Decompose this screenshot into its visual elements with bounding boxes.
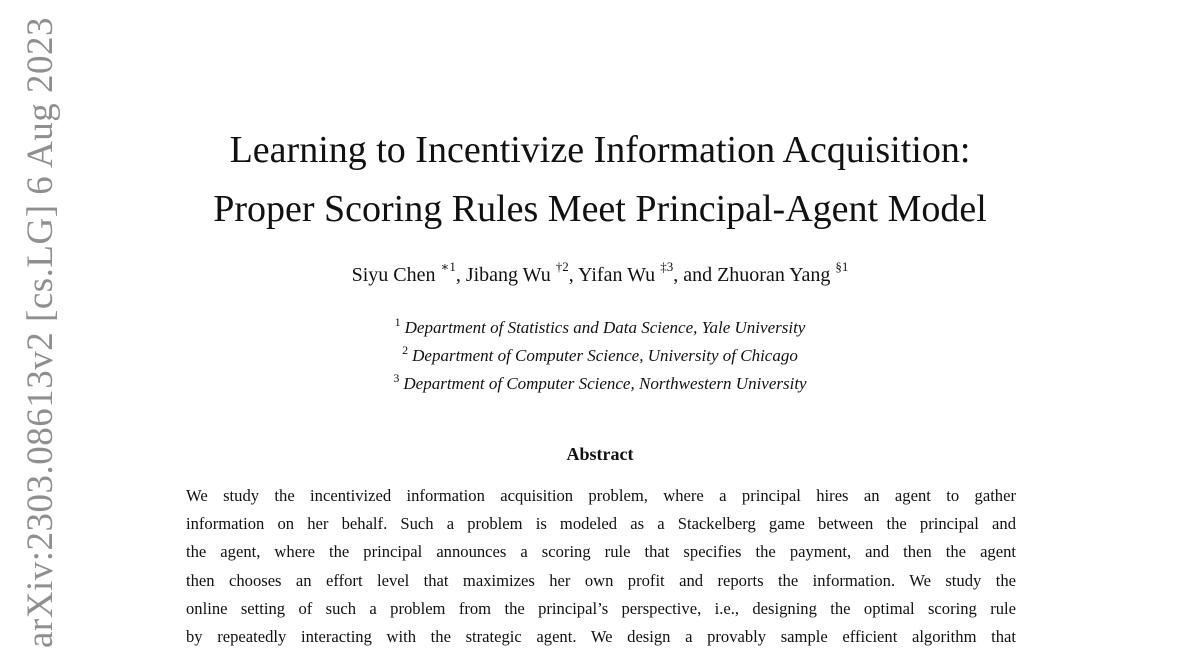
author-list (0, 259, 1200, 288)
abstract-line: information on her behalf. Such a problem is modeled as a Stackelberg game between the principal and (186, 514, 1016, 534)
author-separator: , (568, 264, 579, 286)
title-line-2: Proper Scoring Rules Meet Principal-Agent Model (213, 188, 987, 230)
author-name: Siyu Chen (351, 264, 436, 286)
affiliation-number: 1 (394, 315, 401, 330)
abstract-line: by repeatedly interacting with the strategic agent. We design a provably sample efficient algorithm that (186, 627, 1016, 647)
affiliation-item (0, 342, 1200, 370)
affiliation-list (0, 314, 1200, 398)
affiliation-text: Department of Statistics and Data Science, Yale University (404, 318, 806, 337)
affiliation-text: Department of Computer Science, Northwestern University (403, 374, 807, 393)
title-line-1: Learning to Incentivize Information Acquisition: (229, 129, 971, 171)
abstract-line: online setting of such a problem from the principal’s perspective, i.e., designing the optimal scoring rule (186, 598, 1016, 618)
abstract-body (186, 482, 1016, 648)
author-mark: †2 (555, 259, 569, 275)
arxiv-identifier-stamp: arXiv:2303.08613v2 [cs.LG] 6 Aug 2023 (20, 17, 61, 648)
author-separator: , (455, 264, 466, 286)
author-name: Jibang Wu (465, 264, 551, 286)
abstract-line: then chooses an effort level that maximizes her own profit and reports the information. We study the (186, 570, 1016, 590)
affiliation-item (0, 370, 1200, 398)
abstract-line: the agent, where the principal announces a scoring rule that specifies the payment, and then the agent (186, 542, 1016, 562)
author-mark: ‡3 (660, 259, 674, 275)
affiliation-number: 3 (393, 371, 400, 386)
author-mark: ∗1 (440, 259, 456, 275)
author-separator: , and (673, 264, 718, 286)
author-name: Zhuoran Yang (717, 264, 831, 286)
affiliation-item (0, 314, 1200, 342)
author-name: Yifan Wu (578, 264, 656, 286)
affiliation-number: 2 (402, 343, 409, 358)
paper-title (0, 121, 1200, 239)
author-mark: §1 (835, 259, 849, 275)
abstract-heading: Abstract (566, 444, 634, 464)
abstract-line: We study the incentivized information acquisition problem, where a principal hires an agent to gather (186, 486, 1016, 505)
affiliation-text: Department of Computer Science, University of Chicago (412, 346, 798, 365)
